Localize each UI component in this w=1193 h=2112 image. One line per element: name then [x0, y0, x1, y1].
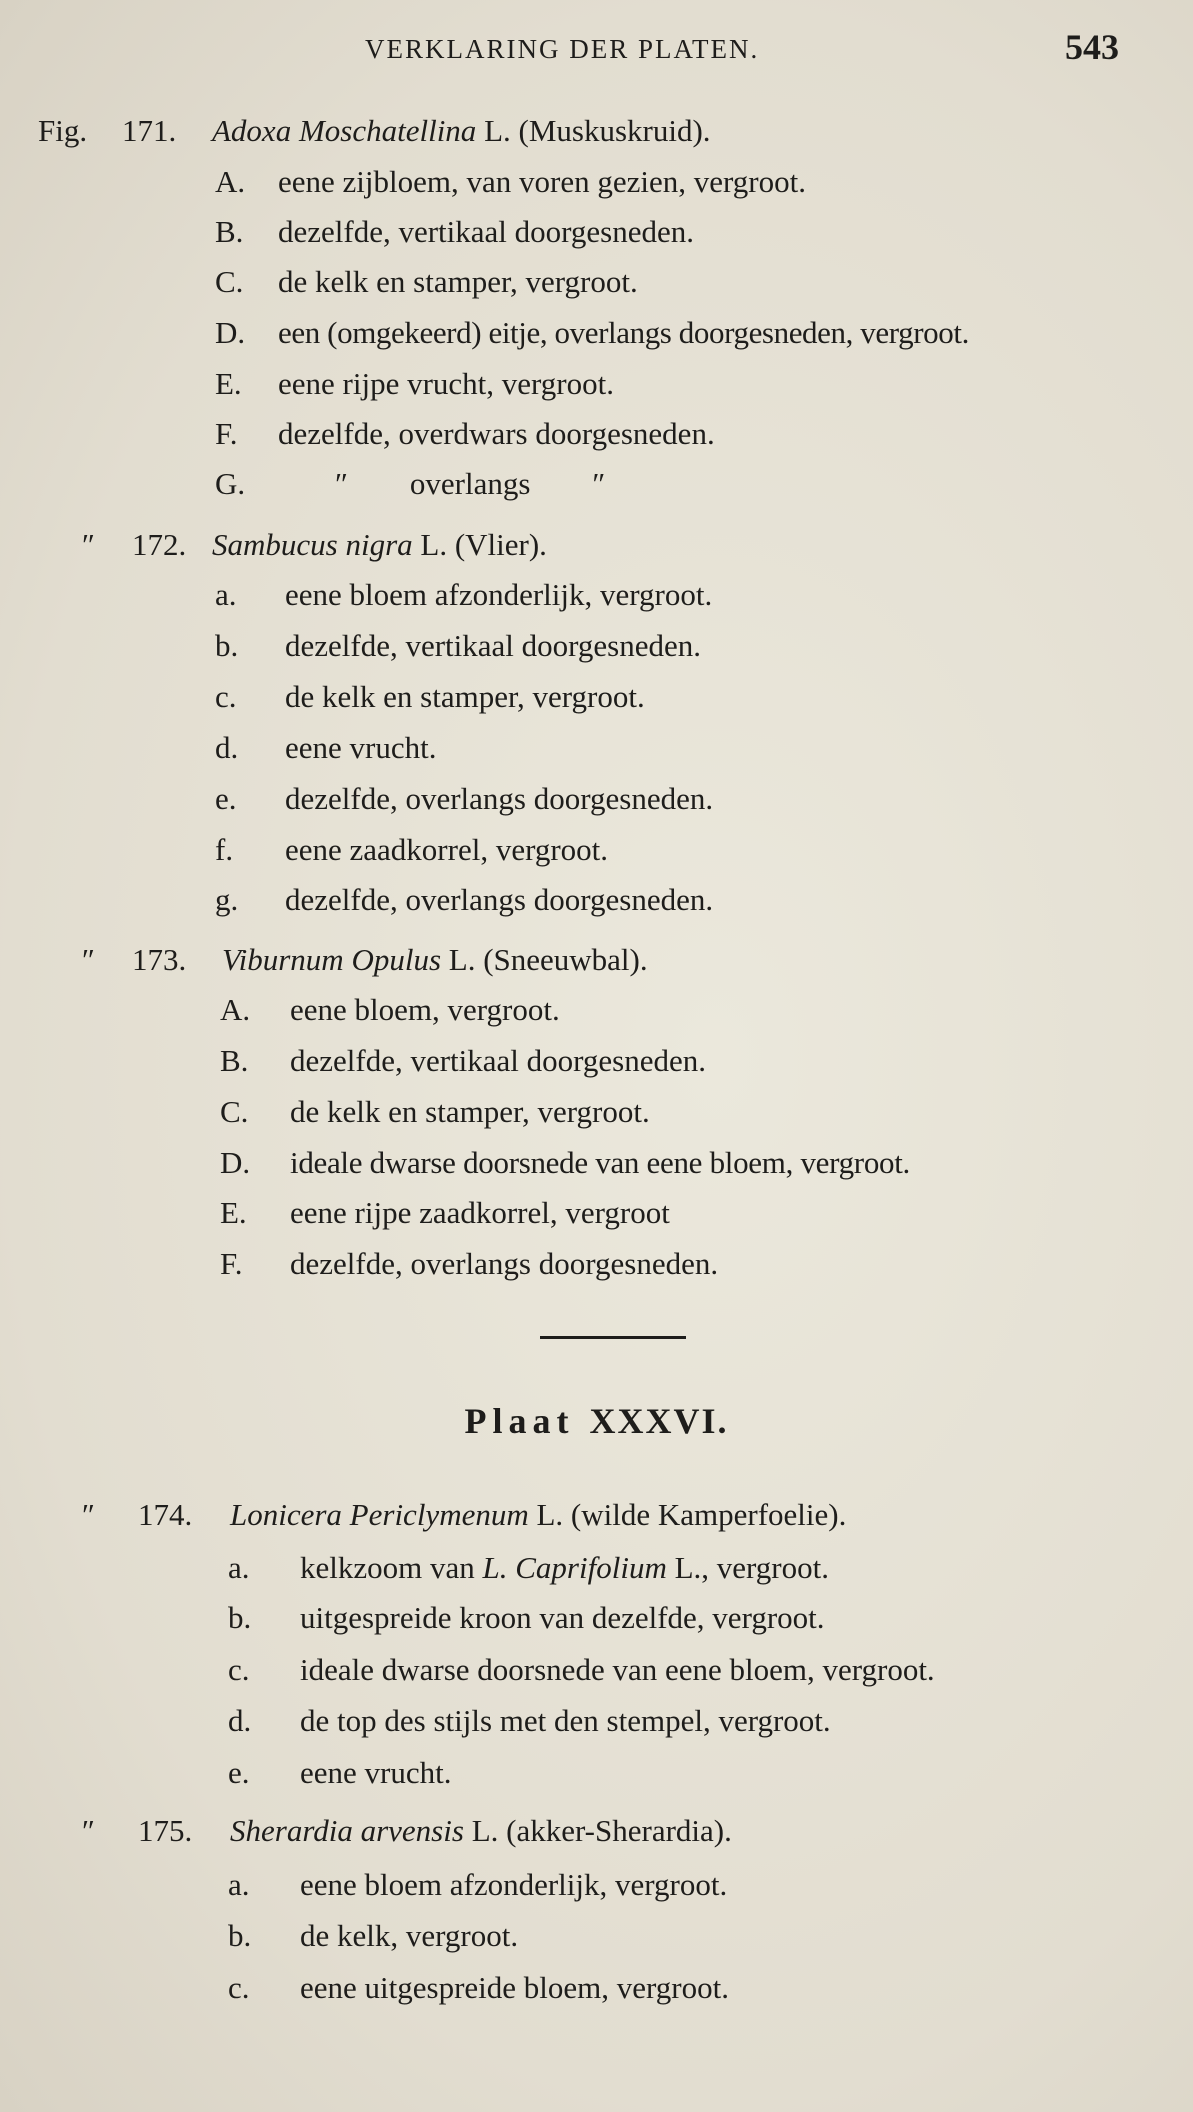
list-item: B. dezelfde, vertikaal doorgesneden. [215, 214, 695, 249]
figure-entry-173 [0, 935, 1193, 985]
ditto-mark: ″ [80, 1497, 93, 1532]
figure-number: 172. [132, 527, 187, 562]
species-name: Adoxa Moschatellina [212, 113, 477, 148]
list-item: A. eene zijbloem, van voren gezien, vergroot. [215, 164, 806, 199]
figure-entry-171 [0, 106, 1193, 156]
figure-entry-174 [0, 1490, 1193, 1540]
figure-title [230, 1490, 846, 1540]
list-item: b. uitgespreide kroon van dezelfde, vergroot. [228, 1600, 825, 1635]
figure-title [222, 935, 648, 985]
page-number: 543 [1065, 27, 1119, 67]
list-item: a. eene bloem afzonderlijk, vergroot. [215, 577, 713, 612]
list-item: a. kelkzoom van L. Caprifolium L., vergroot. [228, 1550, 829, 1585]
list-item: e. dezelfde, overlangs doorgesneden. [215, 781, 714, 816]
plate-numeral: XXXVI. [589, 1401, 729, 1441]
list-item: B. dezelfde, vertikaal doorgesneden. [220, 1043, 707, 1078]
list-item: G. ″ overlangs ″ [215, 466, 606, 501]
list-item: D. een (omgekeerd) eitje, overlangs doorgesneden, vergroot. [215, 315, 969, 350]
species-rest: L. (Muskuskruid). [476, 113, 711, 148]
list-item: A. eene bloem, vergroot. [220, 992, 560, 1027]
list-item: d. de top des stijls met den stempel, vergroot. [228, 1703, 831, 1738]
species-name: Viburnum Opulus [222, 942, 442, 977]
list-item: c. eene uitgespreide bloem, vergroot. [228, 1970, 729, 2005]
species-name: Sambucus nigra [212, 527, 413, 562]
list-item: c. de kelk en stamper, vergroot. [215, 679, 645, 714]
figure-title [212, 106, 711, 156]
list-item: C. de kelk en stamper, vergroot. [215, 264, 638, 299]
ditto-mark: ″ [80, 527, 93, 562]
species-rest: L. (akker-Sherardia). [463, 1813, 732, 1848]
list-item: C. de kelk en stamper, vergroot. [220, 1094, 650, 1129]
ditto-mark: ″ [80, 942, 93, 977]
figure-number: 173. [132, 942, 187, 977]
list-item: F. dezelfde, overdwars doorgesneden. [215, 416, 715, 451]
figure-entry-172 [0, 520, 1193, 570]
list-item: e. eene vrucht. [228, 1755, 452, 1790]
running-title: VERKLARING DER PLATEN. [365, 34, 760, 64]
running-head [0, 26, 1193, 76]
list-item: F. dezelfde, overlangs doorgesneden. [220, 1246, 719, 1281]
list-item: f. eene zaadkorrel, vergroot. [215, 832, 609, 867]
plate-heading [0, 1400, 1193, 1442]
figure-number: 171. [122, 113, 177, 148]
species-rest: L. (Sneeuwbal). [441, 942, 648, 977]
figure-number: 175. [138, 1813, 193, 1848]
figure-entry-175 [0, 1806, 1193, 1856]
species-name: Lonicera Periclymenum [230, 1497, 529, 1532]
species-rest: L. (Vlier). [412, 527, 547, 562]
species-name: L. Caprifolium [482, 1550, 667, 1585]
fig-prefix: Fig. [38, 113, 88, 148]
list-item: g. dezelfde, overlangs doorgesneden. [215, 882, 714, 917]
list-item: E. eene rijpe vrucht, vergroot. [215, 366, 614, 401]
figure-number: 174. [138, 1497, 193, 1532]
list-item: b. de kelk, vergroot. [228, 1918, 519, 1953]
list-item: b. dezelfde, vertikaal doorgesneden. [215, 628, 702, 663]
list-item: a. eene bloem afzonderlijk, vergroot. [228, 1867, 728, 1902]
species-name: Sherardia arvensis [230, 1813, 464, 1848]
list-item: d. eene vrucht. [215, 730, 437, 765]
ditto-mark: ″ [80, 1813, 93, 1848]
figure-title [230, 1806, 732, 1856]
species-rest: L. (wilde Kamperfoelie). [528, 1497, 847, 1532]
list-item: D. ideale dwarse doorsnede van eene bloem, vergroot. [220, 1145, 910, 1180]
plate-word: Plaat [464, 1401, 575, 1441]
figure-title [212, 520, 547, 570]
list-item: c. ideale dwarse doorsnede van eene bloem, vergroot. [228, 1652, 935, 1687]
list-item: E. eene rijpe zaadkorrel, vergroot [220, 1195, 670, 1230]
section-divider [540, 1336, 686, 1339]
